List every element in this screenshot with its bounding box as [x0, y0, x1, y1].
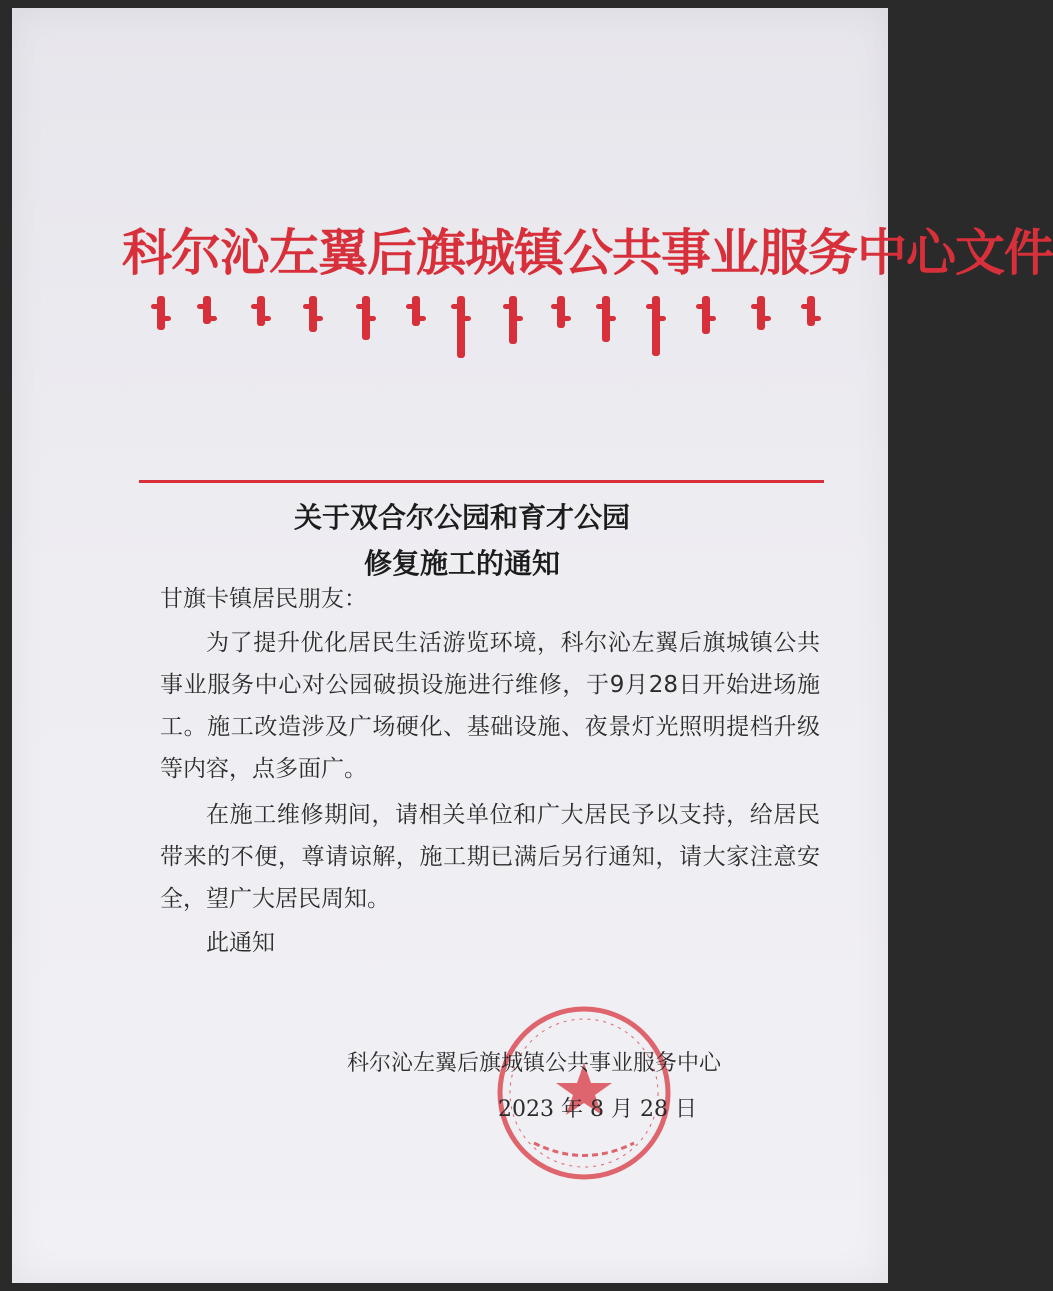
document-title-line2: 修复施工的通知 — [363, 547, 560, 580]
document-page — [12, 8, 1053, 1283]
closing-text: 此通知 — [206, 930, 275, 956]
mongolian-script-logo — [157, 296, 817, 360]
header-title: 科尔沁左翼后旗城镇公共事业服务中心文件 — [122, 223, 1053, 282]
paragraph-1: 为了提升优化居民生活游览环境，科尔沁左翼后旗城镇公共事业服务中心对公园破损设施进行维修，于9月28日开始进场施工。施工改造涉及广场硬化、基础设施、夜景灯光照明提档升级等内容，点多面广。 — [160, 630, 820, 782]
salutation: 甘旗卡镇居民朋友： — [160, 586, 367, 612]
paragraph-2: 在施工维修期间，请相关单位和广大居民予以支持，给居民带来的不便，尊请谅解，施工期已满后另行通知，请大家注意安全，望广大居民周知。 — [160, 802, 820, 912]
document-title-line1: 关于双合尔公园和育才公园 — [293, 501, 630, 534]
signing-date: 2023 年 8 月 28 日 — [498, 1097, 697, 1122]
signing-organization: 科尔沁左翼后旗城镇公共事业服务中心 — [347, 1051, 722, 1076]
header-divider — [139, 480, 824, 483]
